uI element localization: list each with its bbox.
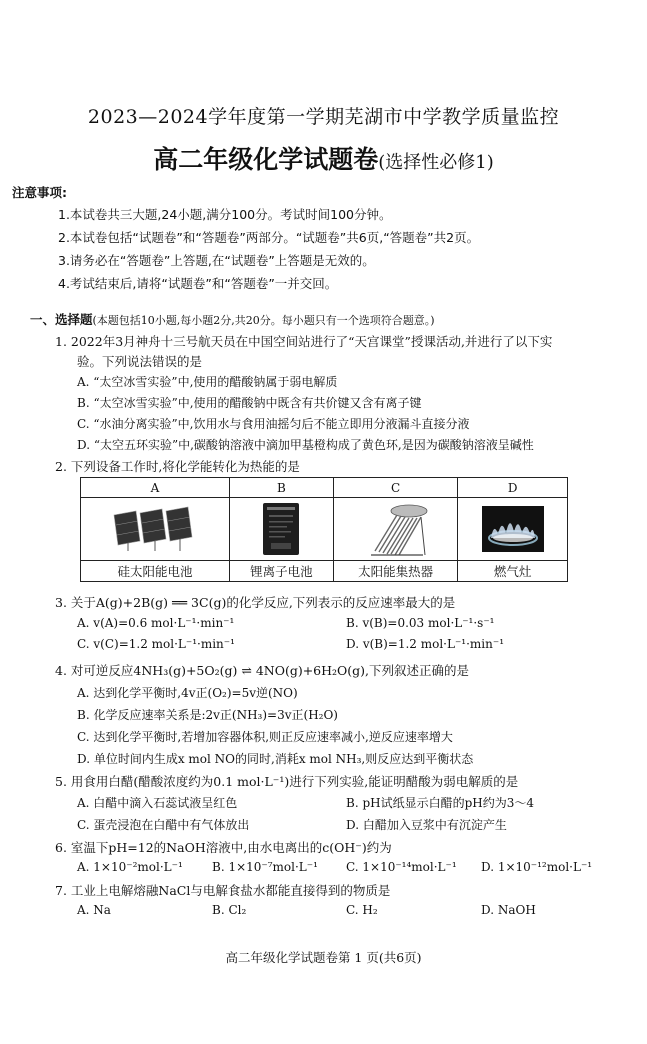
section-instruction: (本题包括10小题,每小题2分,共20分。每小题只有一个选项符合题意。) [92, 314, 435, 327]
q6-option-b: B. 1×10⁻⁷mol·L⁻¹ [212, 860, 318, 874]
notes-heading: 注意事项: [12, 185, 67, 200]
table-header-c: C [333, 478, 457, 498]
q3-option-a: A. v(A)=0.6 mol·L⁻¹·min⁻¹ [77, 616, 235, 630]
title-text: 高二年级化学试题卷 [153, 145, 379, 174]
device-label-c: 太阳能集热器 [333, 561, 457, 582]
q4-option-c: C. 达到化学平衡时,若增加容器体积,则正反应速率减小,逆反应速率增大 [77, 730, 453, 744]
q5-stem: 5. 用食用白醋(醋酸浓度约为0.1 mol·L⁻¹)进行下列实验,能证明醋酸为弱电解质的是 [55, 774, 519, 789]
exam-header: 2023—2024学年度第一学期芜湖市中学教学质量监控 [87, 106, 560, 128]
q6-option-a: A. 1×10⁻²mol·L⁻¹ [77, 860, 183, 874]
note-item: 4.考试结束后,请将“试题卷”和“答题卷”一并交回。 [58, 276, 338, 291]
title-subtitle: (选择性必修1) [378, 152, 494, 173]
q4-stem: 4. 对可逆反应4NH₃(g)+5O₂(g) ⇌ 4NO(g)+6H₂O(g),下列叙述正确的是 [55, 663, 470, 678]
q5-option-a: A. 白醋中滴入石蕊试液呈红色 [77, 796, 238, 810]
battery-icon [261, 501, 301, 557]
q6-option-d: D. 1×10⁻¹²mol·L⁻¹ [481, 860, 593, 874]
note-item: 3.请务必在“答题卷”上答题,在“试题卷”上答题是无效的。 [58, 253, 375, 268]
solar-panel-icon [110, 505, 200, 553]
q7-stem: 7. 工业上电解熔融NaCl与电解食盐水都能直接得到的物质是 [55, 883, 391, 898]
q1-option-a: A. “太空冰雪实验”中,使用的醋酸钠属于弱电解质 [77, 375, 338, 389]
section-heading [30, 310, 435, 328]
q2-device-table [80, 477, 568, 582]
q3-option-c: C. v(C)=1.2 mol·L⁻¹·min⁻¹ [77, 637, 235, 651]
q5-option-c: C. 蛋壳浸泡在白醋中有气体放出 [77, 818, 250, 832]
note-item: 1.本试卷共三大题,24小题,满分100分。考试时间100分钟。 [58, 207, 392, 222]
q5-option-d: D. 白醋加入豆浆中有沉淀产生 [346, 818, 507, 832]
q1-option-d: D. “太空五环实验”中,碳酸钠溶液中滴加甲基橙构成了黄色环,是因为碳酸钠溶液呈碱性 [77, 438, 534, 452]
q6-stem: 6. 室温下pH=12的NaOH溶液中,由水电离出的c(OH⁻)约为 [55, 840, 392, 855]
q1-option-b: B. “太空冰雪实验”中,使用的醋酸钠中既含有共价键又含有离子键 [77, 396, 422, 410]
table-header-d: D [458, 478, 568, 498]
q4-option-d: D. 单位时间内生成x mol NO的同时,消耗x mol NH₃,则反应达到平衡状态 [77, 752, 474, 766]
solar-heater-icon [361, 501, 431, 557]
solar-heater-cell [333, 498, 457, 561]
device-label-d: 燃气灶 [458, 561, 568, 582]
device-label-b: 锂离子电池 [229, 561, 333, 582]
gas-stove-cell [458, 498, 568, 561]
q3-option-b: B. v(B)=0.03 mol·L⁻¹·s⁻¹ [346, 616, 495, 630]
q1-stem-cont: 验。下列说法错误的是 [77, 354, 203, 369]
q3-option-d: D. v(B)=1.2 mol·L⁻¹·min⁻¹ [346, 637, 505, 651]
q2-stem: 2. 下列设备工作时,将化学能转化为热能的是 [55, 459, 300, 474]
q4-option-a: A. 达到化学平衡时,4v正(O₂)=5v逆(NO) [77, 686, 298, 700]
flame-icon [480, 504, 546, 554]
section-title: 一、选择题 [30, 312, 93, 327]
q4-option-b: B. 化学反应速率关系是:2v正(NH₃)=3v正(H₂O) [77, 708, 338, 722]
q5-option-b: B. pH试纸显示白醋的pH约为3～4 [346, 796, 535, 810]
q1-option-c: C. “水油分离实验”中,饮用水与食用油摇匀后不能立即用分液漏斗直接分液 [77, 417, 470, 431]
q7-option-a: A. Na [77, 903, 111, 917]
device-label-a: 硅太阳能电池 [81, 561, 230, 582]
battery-cell [229, 498, 333, 561]
note-item: 2.本试卷包括“试题卷”和“答题卷”两部分。“试题卷”共6页,“答题卷”共2页。 [58, 230, 480, 245]
q7-option-d: D. NaOH [481, 903, 536, 917]
q7-option-b: B. Cl₂ [212, 903, 247, 917]
exam-title [0, 140, 647, 176]
q7-option-c: C. H₂ [346, 903, 378, 917]
q1-stem: 1. 2022年3月神舟十三号航天员在中国空间站进行了“天宫课堂”授课活动,并进行了以下实 [55, 334, 553, 349]
table-header-a: A [81, 478, 230, 498]
page-footer: 高二年级化学试题卷第 1 页(共6页) [225, 950, 422, 965]
table-header-b: B [229, 478, 333, 498]
q6-option-c: C. 1×10⁻¹⁴mol·L⁻¹ [346, 860, 457, 874]
solar-panel-cell [81, 498, 230, 561]
q3-stem: 3. 关于A(g)+2B(g) ══ 3C(g)的化学反应,下列表示的反应速率最大的是 [55, 595, 456, 610]
